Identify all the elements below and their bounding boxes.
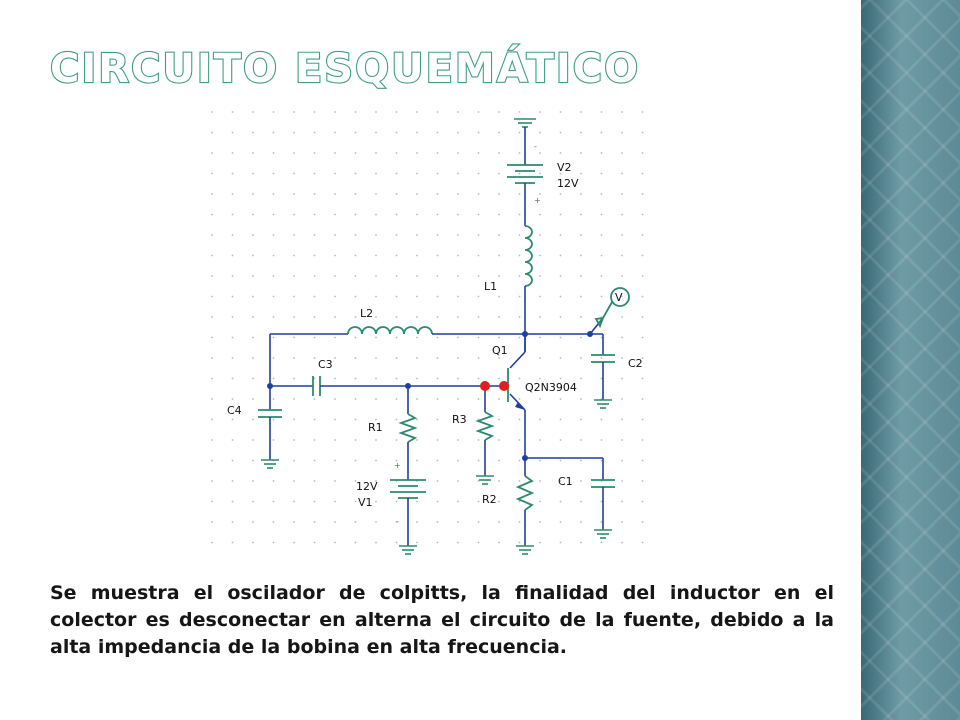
grid-background [210,110,650,555]
junction-node [522,331,528,337]
v2-label: V2 [557,161,572,174]
junction-node [587,331,593,337]
probe-label: V [615,291,623,304]
slide-caption: Se muestra el oscilador de colpitts, la finalidad del inductor en el colector es desconectar en alterna el circuito de la fuente, debido a la alta impedancia de la bobina en alta frecuencia. [50,582,834,659]
junction-node [267,383,273,389]
slide-title: CIRCUITO ESQUEMÁTICO [50,46,641,92]
q1-label: Q1 [492,344,508,357]
l2-label: L2 [360,307,374,320]
v2-plus-sign: + [534,196,541,205]
junction-node [522,455,528,461]
c1-label: C1 [558,475,573,488]
v1-minus-sign: - [396,517,399,526]
v2-value: 12V [557,177,579,190]
v1-label: V1 [358,496,373,509]
v1-value: 12V [356,480,378,493]
decorative-side-panel [853,0,960,720]
c2-label: C2 [628,357,643,370]
r3-label: R3 [452,413,467,426]
q1-model: Q2N3904 [525,381,577,394]
r2-label: R2 [482,493,497,506]
c4-label: C4 [227,404,242,417]
highlight-node [499,381,509,391]
c3-label: C3 [318,358,333,371]
junction-node [405,383,411,389]
v2-minus-sign: - [534,142,537,151]
l1-label: L1 [484,280,498,293]
r1-label: R1 [368,421,383,434]
colpitts-schematic [210,110,650,555]
highlight-node [480,381,490,391]
v1-plus-sign: + [394,461,401,470]
